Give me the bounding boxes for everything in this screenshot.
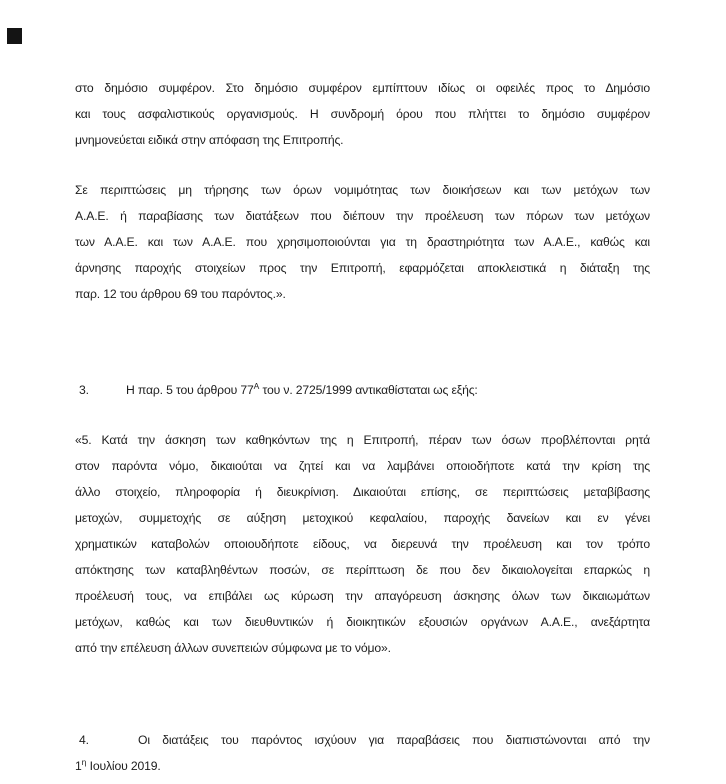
text-line: άρνησης παροχής στοιχείων προς την Επιτροπή, εφαρμόζεται αποκλειστικά η διάταξη της — [75, 261, 650, 275]
scanner-artifact-square — [7, 28, 22, 44]
text-line — [75, 753, 650, 779]
text-line: άλλο στοιχείο, πληροφορία ή διευκρίνιση. Δικαιούται επίσης, σε περιπτώσεις μεταβίβασης — [75, 485, 650, 499]
text-line: μνημονεύεται ειδικά στην απόφαση της Επιτροπής. — [75, 133, 344, 147]
text-line: Σε περιπτώσεις μη τήρησης των όρων νομιμότητας των διοικήσεων και των μετόχων των — [75, 183, 650, 197]
text-line: «5. Κατά την άσκηση των καθηκόντων της η Επιτροπή, πέραν των όσων προβλέπονται ρητά — [75, 433, 650, 447]
paragraph-quote-5 — [75, 427, 650, 661]
text-line — [126, 377, 701, 403]
text-line: στο δημόσιο συμφέρον. Στο δημόσιο συμφέρον εμπίπτουν ιδίως οι οφειλές προς το Δημόσιο — [75, 81, 650, 95]
text-line: Α.Α.Ε. ή παραβίασης των διατάξεων που διέπουν την προέλευση των πόρων των μετόχων — [75, 209, 650, 223]
paragraph-public-interest — [75, 75, 650, 153]
text-line: και τους ασφαλιστικούς οργανισμούς. Η συνδρομή όρου που πλήττει το δημόσιο συμφέρον — [75, 107, 650, 121]
superscript-alpha: Α — [253, 381, 260, 391]
item-number: 4. — [79, 733, 89, 747]
paragraph-compliance — [75, 177, 650, 307]
item-number: 3. — [79, 383, 89, 397]
text-line: παρ. 12 του άρθρου 69 του παρόντος.». — [75, 287, 286, 301]
text-line: προέλευσή τους, να επιβάλει ως κύρωση την απαγόρευση άσκησης όλων των δικαιωμάτων — [75, 589, 650, 603]
item-3-text-pre: Η παρ. 5 του άρθρου 77 — [126, 383, 254, 397]
item-4-date-day: 1 — [75, 759, 82, 773]
text-line: στον παρόντα νόμο, δικαιούται να ζητεί και να λαμβάνει οποιοδήποτε κατά την κρίση της — [75, 459, 650, 473]
text-line: Οι διατάξεις του παρόντος ισχύουν για παραβάσεις που διαπιστώνονται από την — [138, 733, 650, 747]
text-line: μετοχών, συμμετοχής σε αύξηση μετοχικού κεφαλαίου, παροχής δανείων και εν γένει — [75, 511, 650, 525]
item-3-text-post: του ν. 2725/1999 αντικαθίσταται ως εξής: — [259, 383, 478, 397]
superscript-eta: η — [81, 757, 87, 767]
text-line: χρηματικών καταβολών οποιουδήποτε είδους, να διερευνά την προέλευση και τον τρόπο — [75, 537, 650, 551]
text-line: από την επέλευση άλλων συνεπειών σύμφωνα με το νόμο». — [75, 641, 391, 655]
list-item-3 — [75, 377, 701, 403]
list-item-4 — [75, 727, 650, 779]
item-4-first-line — [75, 727, 650, 753]
text-line: μετόχων, καθώς και των διευθυντικών ή διοικητικών εξουσιών οργάνων Α.Α.Ε., ανεξάρτητα — [75, 615, 650, 629]
text-line: των Α.Α.Ε. και των Α.Α.Ε. που χρησιμοποιούνται για τη δραστηριότητα των Α.Α.Ε., καθώς και — [75, 235, 650, 249]
item-4-date-rest: Ιουλίου 2019. — [86, 759, 161, 773]
text-line: απόκτησης των καταβληθέντων ποσών, σε περίπτωση δε που δεν δικαιολογείται επαρκώς η — [75, 563, 650, 577]
